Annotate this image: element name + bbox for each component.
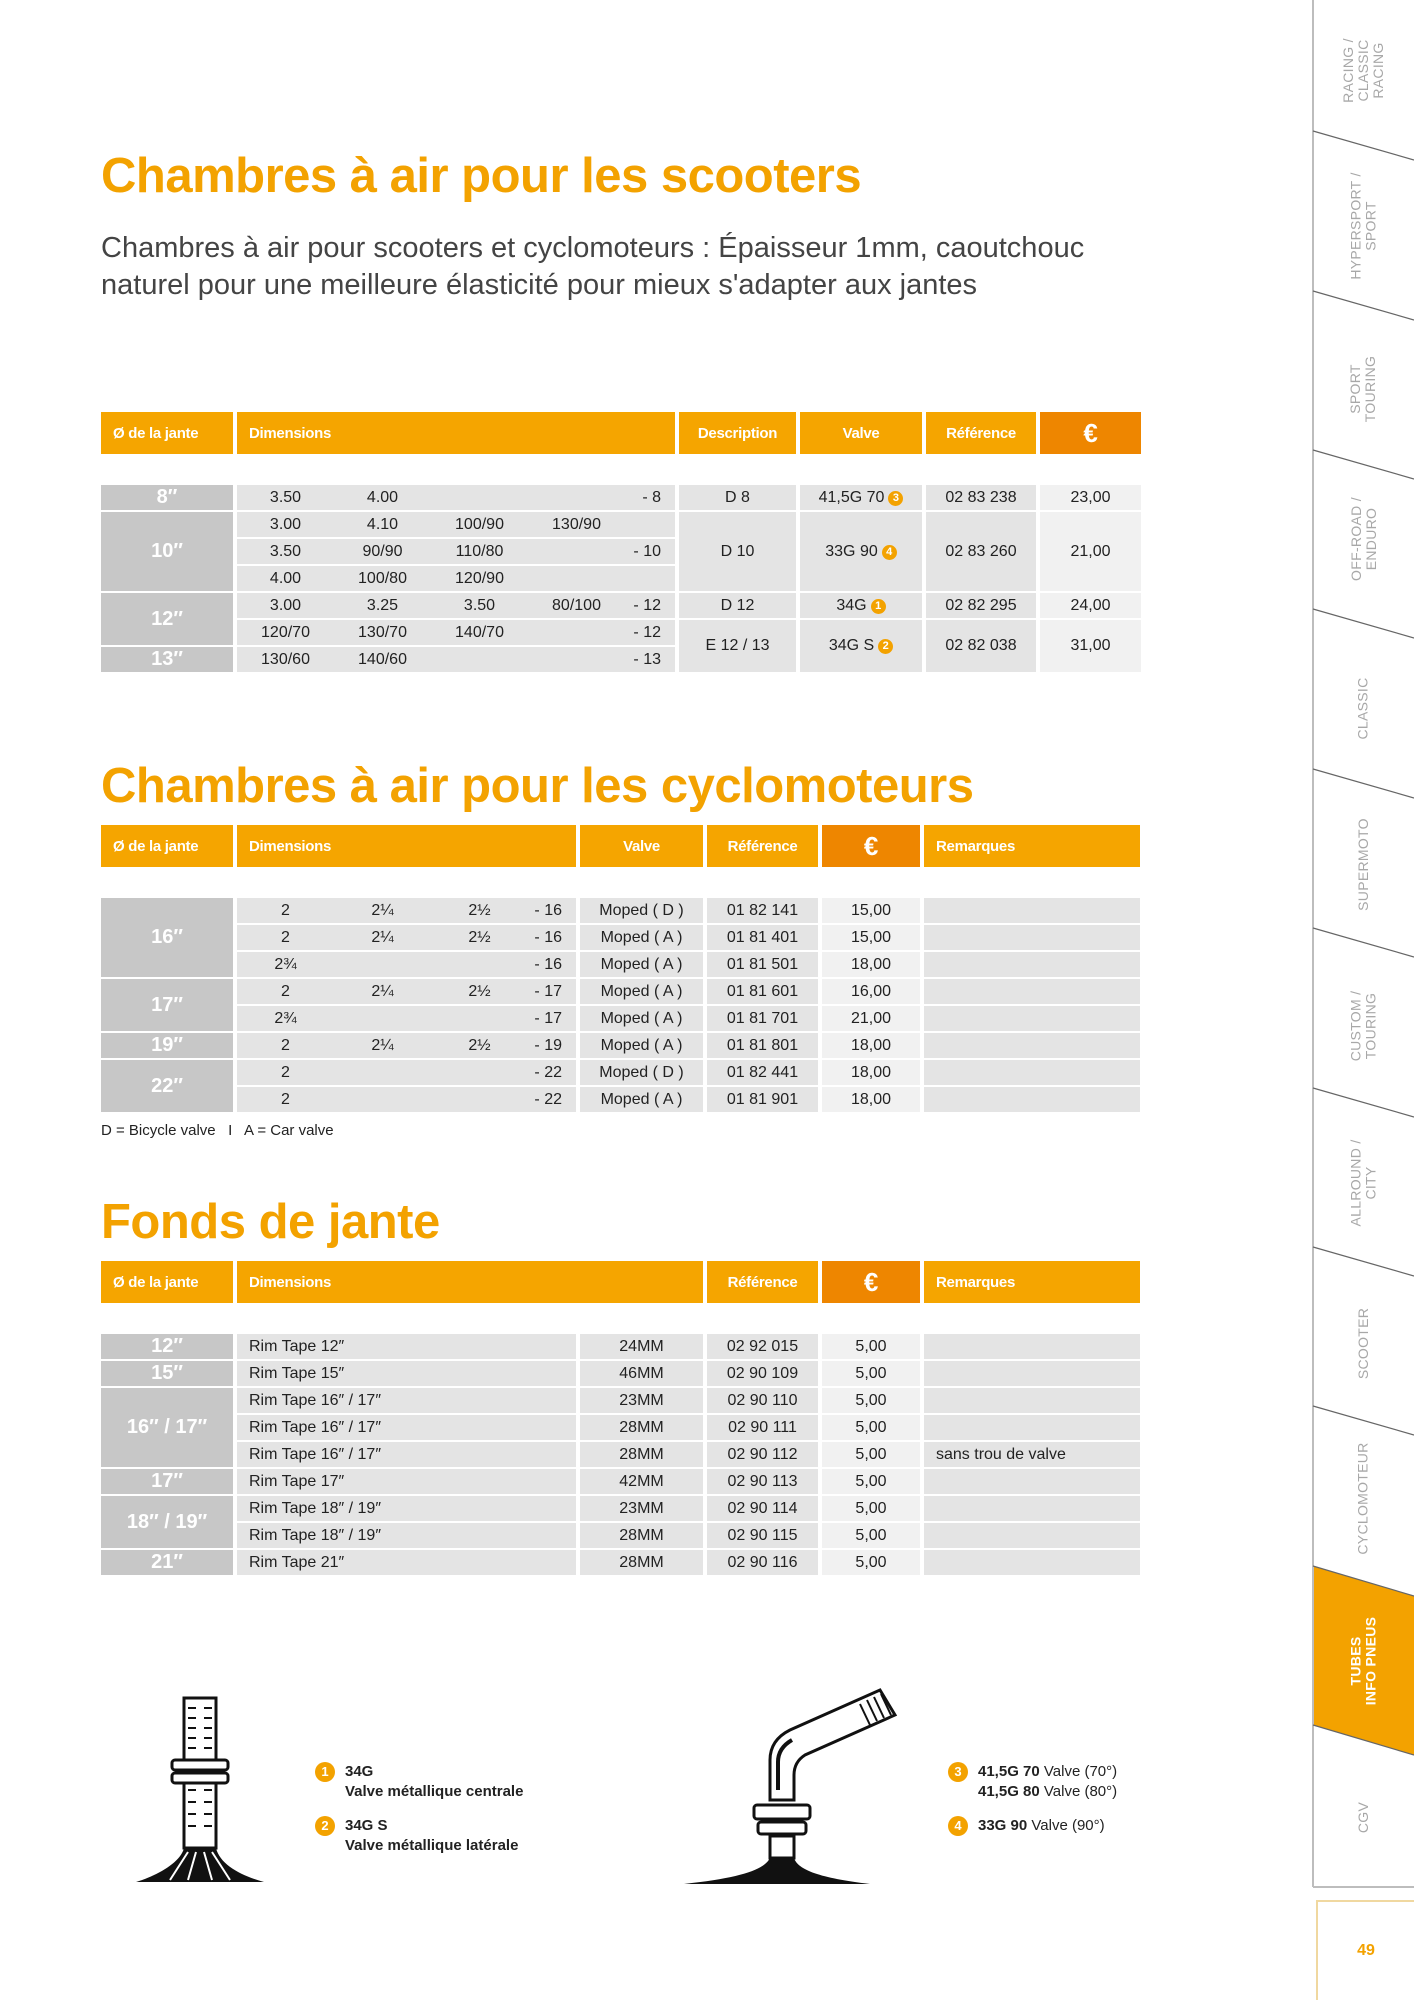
valve-cell: Moped ( D )	[580, 1060, 703, 1085]
table-row	[101, 952, 1140, 977]
price-cell: 5,00	[822, 1469, 920, 1494]
table-row	[101, 1523, 1140, 1548]
price-cell: 18,00	[822, 952, 920, 977]
rim-size-cell: 17″	[101, 1469, 233, 1494]
valve-number-badge: 4	[948, 1816, 968, 1836]
description-cell: D 10	[679, 512, 796, 591]
dimension-value: 120/90	[455, 569, 504, 587]
dimension-value: - 17	[534, 982, 562, 1000]
product-name-cell: Rim Tape 12″	[237, 1334, 576, 1359]
price-cell: 21,00	[1040, 512, 1141, 591]
price-cell: 31,00	[1040, 620, 1141, 672]
description-cell: E 12 / 13	[679, 620, 796, 672]
valve-number-badge: 1	[315, 1762, 335, 1782]
dimension-value: 2	[281, 1090, 290, 1108]
width-cell: 28MM	[580, 1523, 703, 1548]
dimension-value: 4.00	[269, 569, 302, 587]
column-header: Référence	[707, 825, 818, 867]
rim-size-cell: 15″	[101, 1361, 233, 1386]
column-header: Remarques	[924, 825, 1140, 867]
reference-cell: 01 81 901	[707, 1087, 818, 1112]
valve-description: Valve métallique centrale	[345, 1783, 524, 1800]
table-row	[101, 1469, 1140, 1494]
table-fonds-de-jante	[97, 1332, 1144, 1577]
reference-cell: 01 81 601	[707, 979, 818, 1004]
price-cell: 5,00	[822, 1415, 920, 1440]
dimension-value: 2½	[468, 982, 491, 1000]
valve-code: 33G 90	[825, 542, 878, 560]
width-cell: 23MM	[580, 1496, 703, 1521]
valve-number-badge: 2	[878, 639, 893, 654]
price-cell: 16,00	[822, 979, 920, 1004]
section-title-cyclomoteurs: Chambres à air pour les cyclomoteurs	[101, 759, 974, 813]
dimension-value: 130/90	[552, 515, 601, 533]
valve-code: 41,5G 80	[978, 1783, 1040, 1800]
reference-cell: 02 90 113	[707, 1469, 818, 1494]
description-cell: D 12	[679, 593, 796, 618]
width-cell: 24MM	[580, 1334, 703, 1359]
dimension-value: 3.25	[366, 596, 399, 614]
price-cell: 15,00	[822, 925, 920, 950]
dimensions-cell	[237, 952, 576, 977]
product-name-cell: Rim Tape 16″ / 17″	[237, 1415, 576, 1440]
product-name-cell: Rim Tape 15″	[237, 1361, 576, 1386]
section-title-fonds-de-jante: Fonds de jante	[101, 1195, 440, 1249]
dimension-value: - 13	[633, 650, 661, 668]
dimension-value: 130/60	[261, 650, 310, 668]
rim-size-cell: 16″	[101, 898, 233, 977]
remarks-cell	[924, 1087, 1140, 1112]
dimension-value: 140/60	[358, 650, 407, 668]
price-cell: 5,00	[822, 1388, 920, 1413]
valve-cell	[800, 593, 922, 618]
rim-size-cell: 21″	[101, 1550, 233, 1575]
dimension-value: 2½	[468, 928, 491, 946]
table-row	[101, 512, 1141, 537]
table-header-fonds	[101, 1261, 1140, 1303]
width-cell: 42MM	[580, 1469, 703, 1494]
dimension-value: 2	[281, 1036, 290, 1054]
table-row	[101, 593, 1141, 618]
remarks-cell	[924, 898, 1140, 923]
remarks-cell	[924, 1469, 1140, 1494]
dimension-value: 120/70	[261, 623, 310, 641]
valve-angle: Valve (70°)	[1039, 1763, 1118, 1780]
column-header: Référence	[926, 412, 1036, 454]
dimensions-cell	[237, 1060, 576, 1085]
reference-cell: 02 92 015	[707, 1334, 818, 1359]
dimension-value: - 12	[633, 596, 661, 614]
remarks-cell	[924, 1006, 1140, 1031]
dimensions-cell	[237, 1033, 576, 1058]
dimension-value: 90/90	[362, 542, 403, 560]
sidebar-tab-label: TUBES INFO PNEUS	[1347, 1616, 1379, 1706]
price-cell: 5,00	[822, 1442, 920, 1467]
rim-size-cell: 12″	[101, 593, 233, 645]
reference-cell: 02 90 112	[707, 1442, 818, 1467]
valve-description: Valve métallique latérale	[345, 1837, 519, 1854]
dimensions-cell	[237, 485, 675, 510]
remarks-cell	[924, 1033, 1140, 1058]
dimension-value: 4.00	[366, 488, 399, 506]
width-cell: 28MM	[580, 1442, 703, 1467]
table-row	[101, 1388, 1140, 1413]
price-cell: 5,00	[822, 1550, 920, 1575]
reference-cell: 02 82 038	[926, 620, 1036, 672]
table-row	[101, 1087, 1140, 1112]
dimension-value: - 22	[534, 1063, 562, 1081]
product-name-cell: Rim Tape 18″ / 19″	[237, 1523, 576, 1548]
valve-code: 34G	[836, 596, 867, 614]
section-description: Chambres à air pour scooters et cyclomoteurs : Épaisseur 1mm, caoutchouc naturel pour une meilleure élasticité pour mieux s'adapter aux jantes	[101, 232, 1085, 301]
dimensions-cell	[237, 1006, 576, 1031]
price-cell: 21,00	[822, 1006, 920, 1031]
remarks-cell	[924, 1550, 1140, 1575]
valve-cell: Moped ( A )	[580, 1006, 703, 1031]
valve-cell: Moped ( A )	[580, 925, 703, 950]
dimension-value: 3.50	[463, 596, 496, 614]
sidebar-tab-label: SPORT TOURING	[1347, 355, 1379, 423]
reference-cell: 02 90 114	[707, 1496, 818, 1521]
remarks-cell	[924, 1060, 1140, 1085]
dimension-value: 4.10	[366, 515, 399, 533]
dimension-value: 2	[281, 982, 290, 1000]
table-row	[101, 1060, 1140, 1085]
reference-cell: 02 83 238	[926, 485, 1036, 510]
price-cell: 5,00	[822, 1523, 920, 1548]
page-number: 49	[1316, 1900, 1414, 2000]
sidebar-tab-label: OFF-ROAD / ENDURO	[1347, 497, 1379, 581]
valve-code: 41,5G 70	[978, 1763, 1040, 1780]
valve-number-badge: 1	[871, 599, 886, 614]
table-row	[101, 925, 1140, 950]
dimension-value: - 19	[534, 1036, 562, 1054]
width-cell: 46MM	[580, 1361, 703, 1386]
column-header: Dimensions	[237, 1261, 703, 1303]
table-header-scooters	[101, 412, 1141, 454]
remarks-cell	[924, 1388, 1140, 1413]
dimension-value: - 22	[534, 1090, 562, 1108]
reference-cell: 02 90 115	[707, 1523, 818, 1548]
remarks-cell	[924, 979, 1140, 1004]
valve-number-badge: 3	[888, 491, 903, 506]
dimensions-cell	[237, 539, 675, 564]
remarks-cell	[924, 925, 1140, 950]
dimension-value: - 8	[642, 488, 661, 506]
valve-legend-item	[315, 1762, 523, 1802]
valve-code: 34G	[345, 1763, 374, 1780]
dimensions-cell	[237, 566, 675, 591]
dimension-value: 2½	[468, 1036, 491, 1054]
price-cell: 5,00	[822, 1334, 920, 1359]
valve-angle: Valve (90°)	[1027, 1817, 1105, 1834]
valve-cell: Moped ( A )	[580, 952, 703, 977]
rim-size-cell: 10″	[101, 512, 233, 591]
sidebar-tab-label: ALLROUND / CITY	[1347, 1139, 1379, 1227]
sidebar-tab-label: RACING / CLASSIC RACING	[1339, 37, 1386, 103]
column-header: Référence	[707, 1261, 818, 1303]
sidebar-tab-label: CLASSIC	[1354, 676, 1371, 740]
sidebar-tab-label: CGV	[1355, 1801, 1371, 1833]
euro-column-header: €	[1040, 412, 1141, 454]
dimension-value: - 16	[534, 901, 562, 919]
dimensions-cell	[237, 898, 576, 923]
dimension-value: - 10	[633, 542, 661, 560]
rim-size-cell: 22″	[101, 1060, 233, 1112]
valve-cell: Moped ( A )	[580, 1087, 703, 1112]
dimensions-cell	[237, 979, 576, 1004]
remarks-cell	[924, 952, 1140, 977]
reference-cell: 02 83 260	[926, 512, 1036, 591]
dimension-value: 3.50	[269, 488, 302, 506]
valve-legend-item	[948, 1762, 1117, 1802]
dimension-value: 100/80	[358, 569, 407, 587]
table-row	[101, 620, 1141, 645]
table-header-cyclomoteurs	[101, 825, 1140, 867]
rim-size-cell: 8″	[101, 485, 233, 510]
dimensions-cell	[237, 1087, 576, 1112]
price-cell: 15,00	[822, 898, 920, 923]
dimension-value: 3.00	[269, 596, 302, 614]
sidebar-tab-label: SUPERMOTO	[1355, 817, 1371, 911]
valve-code: 34G S	[828, 637, 875, 654]
sidebar-tab-label: CYCLOMOTEUR	[1355, 1441, 1372, 1555]
euro-column-header: €	[822, 1261, 920, 1303]
table-row	[101, 1442, 1140, 1467]
rim-size-cell: 17″	[101, 979, 233, 1031]
straight-valve-illustration	[130, 1690, 270, 1890]
reference-cell: 01 81 801	[707, 1033, 818, 1058]
reference-cell: 02 90 109	[707, 1361, 818, 1386]
table-row	[101, 1496, 1140, 1521]
table-row	[101, 898, 1140, 923]
valve-cell	[800, 512, 922, 591]
reference-cell: 02 90 111	[707, 1415, 818, 1440]
remarks-cell	[924, 1523, 1140, 1548]
rim-size-cell: 16″ / 17″	[101, 1388, 233, 1467]
valve-cell: Moped ( A )	[580, 979, 703, 1004]
product-name-cell: Rim Tape 16″ / 17″	[237, 1388, 576, 1413]
reference-cell: 02 90 116	[707, 1550, 818, 1575]
dimension-value: 2¾	[274, 1009, 297, 1027]
column-header: Remarques	[924, 1261, 1140, 1303]
valve-number-badge: 2	[315, 1816, 335, 1836]
valve-code: 34G S	[345, 1817, 388, 1834]
sidebar-tab-label: CUSTOM / TOURING	[1347, 990, 1379, 1062]
dimension-value: 3.00	[269, 515, 302, 533]
remarks-cell	[924, 1361, 1140, 1386]
remarks-cell	[924, 1415, 1140, 1440]
dimension-value: - 16	[534, 955, 562, 973]
dimension-value: 110/80	[455, 542, 504, 560]
dimension-value: 2¼	[371, 901, 394, 919]
valve-legend-item	[315, 1816, 523, 1856]
dimensions-cell	[237, 512, 675, 537]
column-header: Dimensions	[237, 825, 576, 867]
dimension-value: 140/70	[455, 623, 504, 641]
dimension-value: 2	[281, 928, 290, 946]
column-header: Dimensions	[237, 412, 675, 454]
dimension-value: 3.50	[269, 542, 302, 560]
valve-legend-item	[948, 1816, 1117, 1836]
euro-column-header: €	[822, 825, 920, 867]
dimension-value: 80/100	[552, 596, 601, 614]
dimension-value: 2	[281, 901, 290, 919]
valve-footnote: D = Bicycle valve I A = Car valve	[101, 1122, 334, 1139]
dimensions-cell	[237, 620, 675, 645]
reference-cell: 01 81 501	[707, 952, 818, 977]
angled-valve-illustration	[680, 1680, 950, 1890]
reference-cell: 01 81 401	[707, 925, 818, 950]
dimension-value: 2¼	[371, 1036, 394, 1054]
column-header: Valve	[800, 412, 922, 454]
valve-cell: Moped ( D )	[580, 898, 703, 923]
table-cyclomoteurs	[97, 896, 1144, 1114]
reference-cell: 01 82 441	[707, 1060, 818, 1085]
table-row	[101, 1550, 1140, 1575]
table-row	[101, 1334, 1140, 1359]
dimension-value: 2½	[468, 901, 491, 919]
reference-cell: 01 81 701	[707, 1006, 818, 1031]
valve-code: 33G 90	[978, 1817, 1028, 1834]
valve-number-badge: 3	[948, 1762, 968, 1782]
table-row	[101, 1415, 1140, 1440]
rim-size-cell: 12″	[101, 1334, 233, 1359]
dimension-value: 2¼	[371, 982, 394, 1000]
rim-size-cell: 13″	[101, 647, 233, 672]
sidebar-tab-label: HYPERSPORT / SPORT	[1347, 172, 1379, 280]
valve-cell	[800, 620, 922, 672]
price-cell: 18,00	[822, 1060, 920, 1085]
dimension-value: - 12	[633, 623, 661, 641]
column-header: Ø de la jante	[101, 1261, 233, 1303]
price-cell: 5,00	[822, 1361, 920, 1386]
valve-legend-right	[948, 1762, 1117, 1850]
dimension-value: - 17	[534, 1009, 562, 1027]
valve-angle: Valve (80°)	[1039, 1783, 1118, 1800]
price-cell: 23,00	[1040, 485, 1141, 510]
width-cell: 28MM	[580, 1415, 703, 1440]
dimension-value: 2¼	[371, 928, 394, 946]
price-cell: 5,00	[822, 1496, 920, 1521]
width-cell: 23MM	[580, 1388, 703, 1413]
column-header: Description	[679, 412, 796, 454]
valve-code: 41,5G 70	[818, 488, 885, 506]
remarks-cell	[924, 1496, 1140, 1521]
dimension-value: 2	[281, 1063, 290, 1081]
sidebar-tab-label: SCOOTER	[1354, 1307, 1371, 1379]
price-cell: 18,00	[822, 1033, 920, 1058]
price-cell: 18,00	[822, 1087, 920, 1112]
dimensions-cell	[237, 647, 675, 672]
price-cell: 24,00	[1040, 593, 1141, 618]
section-title-scooters: Chambres à air pour les scooters	[101, 149, 862, 203]
dimension-value: - 16	[534, 928, 562, 946]
dimension-value: 100/90	[455, 515, 504, 533]
valve-cell: Moped ( A )	[580, 1033, 703, 1058]
rim-size-cell: 18″ / 19″	[101, 1496, 233, 1548]
remarks-cell	[924, 1334, 1140, 1359]
valve-number-badge: 4	[882, 545, 897, 560]
column-header: Valve	[580, 825, 703, 867]
table-row	[101, 1361, 1140, 1386]
table-row	[101, 1033, 1140, 1058]
column-header: Ø de la jante	[101, 825, 233, 867]
valve-legend-left	[315, 1762, 523, 1870]
dimension-value: 2¾	[274, 955, 297, 973]
dimensions-cell	[237, 593, 675, 618]
description-cell: D 8	[679, 485, 796, 510]
product-name-cell: Rim Tape 17″	[237, 1469, 576, 1494]
reference-cell: 01 82 141	[707, 898, 818, 923]
width-cell: 28MM	[580, 1550, 703, 1575]
product-name-cell: Rim Tape 18″ / 19″	[237, 1496, 576, 1521]
reference-cell: 02 82 295	[926, 593, 1036, 618]
dimensions-cell	[237, 925, 576, 950]
column-header: Ø de la jante	[101, 412, 233, 454]
rim-size-cell: 19″	[101, 1033, 233, 1058]
table-row	[101, 1006, 1140, 1031]
reference-cell: 02 90 110	[707, 1388, 818, 1413]
valve-cell	[800, 485, 922, 510]
product-name-cell: Rim Tape 21″	[237, 1550, 576, 1575]
table-row	[101, 485, 1141, 510]
dimension-value: 130/70	[358, 623, 407, 641]
product-name-cell: Rim Tape 16″ / 17″	[237, 1442, 576, 1467]
table-scooters	[97, 483, 1145, 674]
table-row	[101, 979, 1140, 1004]
remarks-cell: sans trou de valve	[924, 1442, 1140, 1467]
